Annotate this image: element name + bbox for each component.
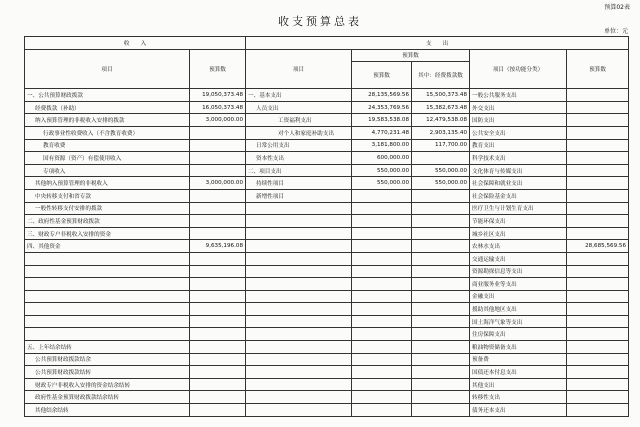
income-item-cell: 四、其他资金: [25, 240, 190, 253]
table-row: [25, 265, 629, 278]
expense-appropriation-cell: [412, 152, 470, 165]
expense-budget-cell: 28,135,569.56: [352, 89, 412, 102]
function-amount-cell: [567, 341, 629, 354]
expense-item-cell: 资本性支出: [246, 152, 352, 165]
table-row: [25, 227, 629, 240]
expense-item-cell: [246, 227, 352, 240]
expense-appropriation-cell: 550,000.00: [412, 164, 470, 177]
expense-appropriation-cell: [412, 240, 470, 253]
expense-budget-cell: [352, 265, 412, 278]
expense-header: 支 出: [246, 37, 629, 50]
expense-budget-cell: [352, 378, 412, 391]
function-item-cell: 债务还本支出: [470, 404, 567, 417]
expense-item-cell: [246, 278, 352, 291]
income-item-cell: [25, 290, 190, 303]
expense-budget-cell: 550,000.00: [352, 177, 412, 190]
function-amount-cell: [567, 404, 629, 417]
expense-appropriation-cell: [412, 252, 470, 265]
function-item-cell: 一般公共服务支出: [470, 89, 567, 102]
expense-item-cell: [246, 315, 352, 328]
income-item-cell: 其他纳入预算管理的非税收入: [25, 177, 190, 190]
expense-appropriation-cell: 12,479,538.08: [412, 114, 470, 127]
func-amount-header: 预算数: [567, 49, 629, 89]
table-row: [25, 353, 629, 366]
income-amount-cell: [190, 341, 246, 354]
expense-appropriation-cell: [412, 315, 470, 328]
expense-item-cell: [246, 240, 352, 253]
expense-budget-cell: [352, 404, 412, 417]
income-item-cell: 公共预算财政拨款结余: [25, 353, 190, 366]
expense-budget-cell: [352, 202, 412, 215]
expense-appropriation-cell: [412, 391, 470, 404]
expense-budget-cell: 4,770,231.48: [352, 126, 412, 139]
income-amount-cell: [190, 215, 246, 228]
function-item-cell: 文化体育与传媒支出: [470, 164, 567, 177]
expense-appropriation-cell: 2,903,135.40: [412, 126, 470, 139]
income-amount-cell: [190, 164, 246, 177]
expense-item-cell: 一、基本支出: [246, 89, 352, 102]
income-item-cell: 其他结余结转: [25, 404, 190, 417]
income-amount-cell: 9,635,196.08: [190, 240, 246, 253]
expense-appropriation-cell: [412, 189, 470, 202]
function-amount-cell: [567, 290, 629, 303]
expense-budget-cell: [352, 315, 412, 328]
expense-budget-cell: [352, 290, 412, 303]
expense-budget-cell: [352, 252, 412, 265]
table-row: [25, 378, 629, 391]
function-amount-cell: [567, 164, 629, 177]
expense-item-cell: [246, 378, 352, 391]
expense-appropriation-cell: [412, 404, 470, 417]
expense-budget-cell: [352, 366, 412, 379]
income-amount-cell: 3,000,000.00: [190, 114, 246, 127]
page-title: 收支预算总表: [278, 15, 362, 28]
income-amount-cell: [190, 139, 246, 152]
income-item-cell: [25, 278, 190, 291]
function-item-cell: 交通运输支出: [470, 252, 567, 265]
income-item-cell: 公共预算财政拨款结转: [25, 366, 190, 379]
table-row: [25, 366, 629, 379]
income-amount-cell: [190, 278, 246, 291]
income-item-cell: 三、财政专户非税收入安排的资金: [25, 227, 190, 240]
expense-appropriation-cell: [412, 215, 470, 228]
table-row: [25, 341, 629, 354]
function-item-cell: 节能环保支出: [470, 215, 567, 228]
function-amount-cell: [567, 139, 629, 152]
expense-budget-cell: 600,000.00: [352, 152, 412, 165]
expense-item-cell: 对个人和家庭补助支出: [246, 126, 352, 139]
income-amount-cell: [190, 391, 246, 404]
table-row: [25, 315, 629, 328]
income-amount-cell: [190, 328, 246, 341]
expense-appropriation-cell: [412, 378, 470, 391]
table-row: [25, 328, 629, 341]
expense-budget-cell: [352, 227, 412, 240]
function-amount-cell: [567, 328, 629, 341]
budget-of-which-header: 其中：经费拨款数: [412, 62, 470, 89]
table-row: [25, 252, 629, 265]
function-item-cell: 城乡社区支出: [470, 227, 567, 240]
income-amount-cell: [190, 404, 246, 417]
table-row: [25, 164, 629, 177]
income-amount-cell: [190, 366, 246, 379]
expense-budget-cell: [352, 391, 412, 404]
expense-budget-cell: 19,583,538.08: [352, 114, 412, 127]
income-item-cell: 五、上年结余结转: [25, 341, 190, 354]
table-row: [25, 278, 629, 291]
expense-budget-cell: 550,000.00: [352, 164, 412, 177]
function-item-cell: 其他支出: [470, 378, 567, 391]
budget-group-header: 预算数: [352, 49, 470, 62]
function-amount-cell: [567, 391, 629, 404]
expense-appropriation-cell: [412, 265, 470, 278]
income-item-cell: 二、政府性基金预算财政拨款: [25, 215, 190, 228]
expense-item-cell: 日常公用支出: [246, 139, 352, 152]
func-item-header: 项目（按功能分类）: [470, 49, 567, 89]
income-item-cell: 政府性基金预算财政拨款结余结转: [25, 391, 190, 404]
expense-budget-cell: [352, 353, 412, 366]
income-amount-cell: [190, 252, 246, 265]
income-item-cell: 国有资源（资产）有偿使用收入: [25, 152, 190, 165]
expense-appropriation-cell: 15,382,673.48: [412, 101, 470, 114]
function-item-cell: 公共安全支出: [470, 126, 567, 139]
expense-item-cell: 新增性项目: [246, 189, 352, 202]
function-item-cell: 社会保险基金支出: [470, 189, 567, 202]
income-item-cell: [25, 252, 190, 265]
income-amount-cell: [190, 303, 246, 316]
income-amount-cell: [190, 227, 246, 240]
expense-budget-cell: [352, 328, 412, 341]
table-row: [25, 89, 629, 102]
form-number: 预算02表: [604, 4, 630, 11]
function-item-cell: 社会保障和就业支出: [470, 177, 567, 190]
expense-budget-cell: [352, 303, 412, 316]
expense-budget-cell: [352, 215, 412, 228]
income-amount-cell: [190, 378, 246, 391]
income-item-cell: 专项收入: [25, 164, 190, 177]
income-amount-cell: [190, 353, 246, 366]
expense-item-cell: [246, 303, 352, 316]
income-item-cell: 纳入预算管理的非税收入安排的拨款: [25, 114, 190, 127]
function-amount-cell: [567, 114, 629, 127]
income-amount-cell: [190, 265, 246, 278]
function-amount-cell: [567, 101, 629, 114]
expense-item-cell: 二、项目支出: [246, 164, 352, 177]
function-item-cell: 金融支出: [470, 290, 567, 303]
expense-appropriation-cell: 550,000.00: [412, 177, 470, 190]
expense-appropriation-cell: [412, 303, 470, 316]
expense-item-cell: [246, 252, 352, 265]
function-amount-cell: [567, 366, 629, 379]
expense-budget-cell: [352, 240, 412, 253]
income-amount-cell: [190, 152, 246, 165]
budget-amount-header: 预算数: [352, 62, 412, 89]
expense-item-cell: [246, 341, 352, 354]
expense-appropriation-cell: [412, 366, 470, 379]
expense-appropriation-cell: 15,500,373.48: [412, 89, 470, 102]
table-row: [25, 215, 629, 228]
expense-item-cell: [246, 353, 352, 366]
table-row: [25, 404, 629, 417]
function-amount-cell: [567, 89, 629, 102]
function-item-cell: 住房保障支出: [470, 328, 567, 341]
header-row-2: [25, 49, 629, 62]
income-amount-cell: [190, 189, 246, 202]
table-row: [25, 139, 629, 152]
expense-appropriation-cell: [412, 341, 470, 354]
function-amount-cell: [567, 353, 629, 366]
income-item-cell: 一般性转移支付安排的拨款: [25, 202, 190, 215]
budget-table: [24, 36, 629, 417]
unit-label: 单位：元: [603, 28, 628, 35]
income-amount-cell: [190, 126, 246, 139]
function-amount-cell: [567, 152, 629, 165]
income-amount-cell: 19,050,373.48: [190, 89, 246, 102]
income-item-header: 项目: [25, 49, 190, 89]
expense-appropriation-cell: [412, 278, 470, 291]
function-item-cell: 援助其他地区支出: [470, 303, 567, 316]
income-header: 收 入: [25, 37, 246, 50]
function-amount-cell: [567, 303, 629, 316]
expense-appropriation-cell: [412, 202, 470, 215]
expense-appropriation-cell: 117,700.00: [412, 139, 470, 152]
expense-appropriation-cell: [412, 227, 470, 240]
function-item-cell: 医疗卫生与计划生育支出: [470, 202, 567, 215]
income-item-cell: 行政事业性收费收入（不含教育收费）: [25, 126, 190, 139]
function-amount-cell: [567, 126, 629, 139]
function-item-cell: 预备费: [470, 353, 567, 366]
function-item-cell: 外交支出: [470, 101, 567, 114]
function-item-cell: 农林水支出: [470, 240, 567, 253]
table-row: [25, 391, 629, 404]
function-item-cell: 国债还本付息支出: [470, 366, 567, 379]
income-amount-cell: 3,000,000.00: [190, 177, 246, 190]
table-row: [25, 177, 629, 190]
table-row: [25, 101, 629, 114]
expense-item-cell: [246, 290, 352, 303]
income-item-cell: 中央转移支付和省专款: [25, 189, 190, 202]
table-row: [25, 303, 629, 316]
function-amount-cell: [567, 378, 629, 391]
expense-item-cell: [246, 404, 352, 417]
function-amount-cell: [567, 202, 629, 215]
income-item-cell: 教育收费: [25, 139, 190, 152]
expense-item-cell: 持续性项目: [246, 177, 352, 190]
function-item-cell: 资源勘探信息等支出: [470, 265, 567, 278]
income-item-cell: [25, 328, 190, 341]
expense-item-cell: [246, 215, 352, 228]
income-amount-cell: 16,050,373.48: [190, 101, 246, 114]
income-item-cell: 一、公共预算财政拨款: [25, 89, 190, 102]
function-amount-cell: [567, 278, 629, 291]
expense-item-header: 项目: [246, 49, 352, 89]
function-item-cell: 转移性支出: [470, 391, 567, 404]
expense-budget-cell: [352, 341, 412, 354]
income-amount-cell: [190, 202, 246, 215]
expense-budget-cell: [352, 278, 412, 291]
table-row: [25, 202, 629, 215]
income-amount-cell: [190, 290, 246, 303]
expense-item-cell: [246, 391, 352, 404]
expense-item-cell: [246, 265, 352, 278]
income-amount-header: 预算数: [190, 49, 246, 89]
expense-appropriation-cell: [412, 290, 470, 303]
function-item-cell: 国土海洋气象等支出: [470, 315, 567, 328]
function-amount-cell: 28,685,569.56: [567, 240, 629, 253]
function-item-cell: 商业服务业等支出: [470, 278, 567, 291]
income-item-cell: 财政专户非税收入安排的资金结余结转: [25, 378, 190, 391]
table-row: [25, 152, 629, 165]
function-amount-cell: [567, 265, 629, 278]
table-row: [25, 290, 629, 303]
function-item-cell: 粮油物资储备支出: [470, 341, 567, 354]
table-row: [25, 126, 629, 139]
expense-item-cell: 人员支出: [246, 101, 352, 114]
income-item-cell: [25, 315, 190, 328]
income-item-cell: [25, 265, 190, 278]
function-amount-cell: [567, 189, 629, 202]
income-item-cell: 经费拨款（补助）: [25, 101, 190, 114]
table-row: [25, 240, 629, 253]
expense-appropriation-cell: [412, 328, 470, 341]
function-amount-cell: [567, 215, 629, 228]
expense-item-cell: [246, 328, 352, 341]
function-amount-cell: [567, 315, 629, 328]
expense-budget-cell: 3,181,800.00: [352, 139, 412, 152]
expense-item-cell: 工资福利支出: [246, 114, 352, 127]
table-row: [25, 114, 629, 127]
function-amount-cell: [567, 252, 629, 265]
function-item-cell: 教育支出: [470, 139, 567, 152]
function-item-cell: 科学技术支出: [470, 152, 567, 165]
expense-budget-cell: 24,353,769.56: [352, 101, 412, 114]
header-row-1: [25, 37, 629, 50]
expense-item-cell: [246, 366, 352, 379]
function-amount-cell: [567, 177, 629, 190]
income-amount-cell: [190, 315, 246, 328]
expense-appropriation-cell: [412, 353, 470, 366]
expense-item-cell: [246, 202, 352, 215]
income-item-cell: [25, 303, 190, 316]
table-row: [25, 189, 629, 202]
function-amount-cell: [567, 227, 629, 240]
function-item-cell: 国防支出: [470, 114, 567, 127]
expense-budget-cell: [352, 189, 412, 202]
